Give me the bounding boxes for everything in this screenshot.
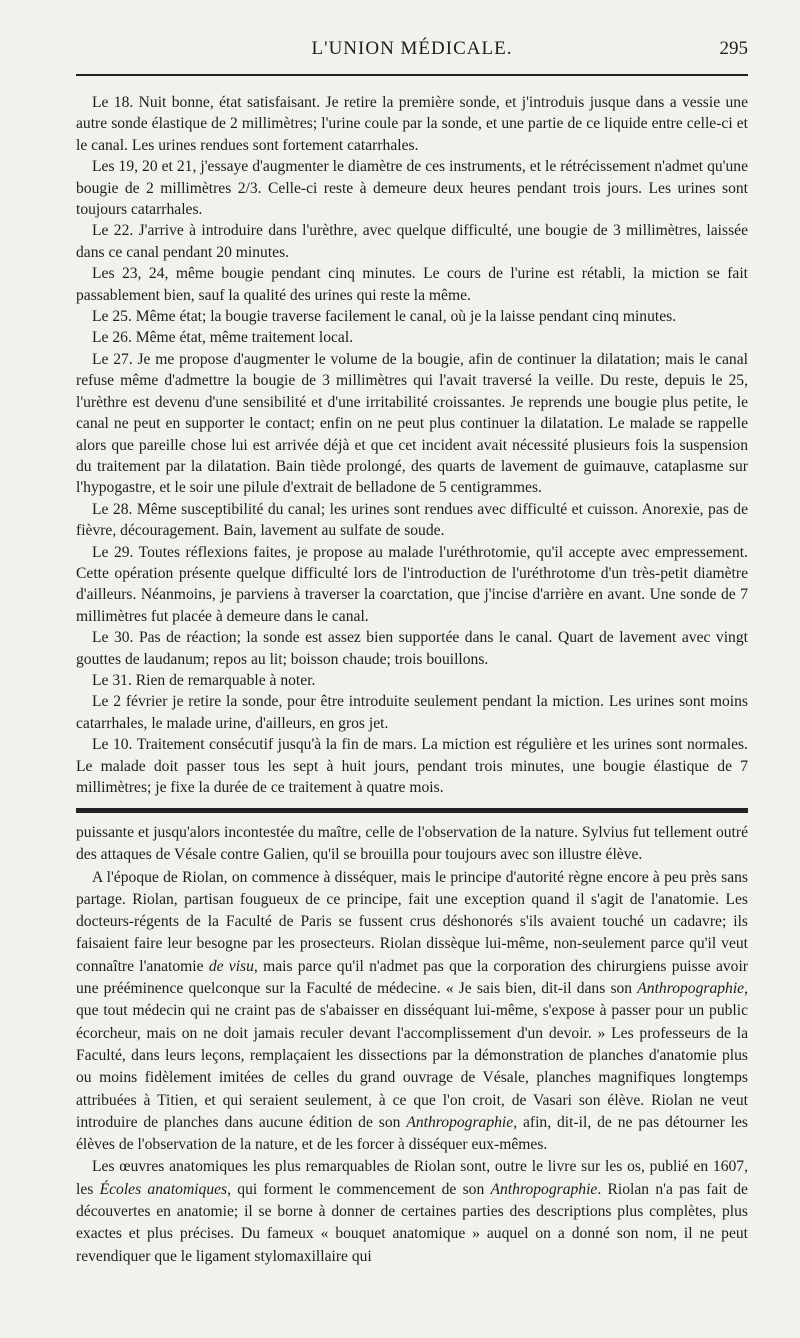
- case-note: Le 29. Toutes réflexions faites, je propose au malade l'uréthrotomie, qu'il accepte avec empressement. Cette opération présente quelque difficulté lors de l'introduction de l'uréthrotome d'un très-petit diamètre d'ailleurs. Néanmoins, je parviens à traverser la coarctation, que j'incise d'arrière en avant. Une sonde de 7 millimètres fut placée à demeure dans le canal.: [76, 543, 748, 625]
- feuilleton-paragraph: [76, 1156, 748, 1267]
- case-notes: [76, 92, 748, 798]
- case-note: Le 26. Même état, même traitement local.: [92, 329, 354, 347]
- header-rule: [76, 74, 748, 76]
- case-note: Le 25. Même état; la bougie traverse facilement le canal, où je la laisse pendant cinq minutes.: [92, 308, 677, 326]
- case-note: Le 27. Je me propose d'augmenter le volume de la bougie, afin de continuer la dilatation; mais le canal refuse même d'admettre la bougie de 3 millimètres qui l'avait traversé la veille. Du reste, depuis le 25, l'urèthre est devenu d'une sensibilité et d'une irritabilité croissantes. Je reprends une bougie plus petite, le canal ne peut en supporter le contact; enfin on ne peut plus continuer la dilatation. Le malade se rappelle alors que pareille chose lui est arrivée déjà et que cet incident avait nécessité plusieurs fois la suspension du traitement par la dilatation. Bain tiède prolongé, des quarts de lavement de guimauve, cataplasme sur l'hypogastre, et le soir une pilule d'extrait de belladone de 5 centigrammes.: [76, 350, 748, 497]
- case-note: Le 10. Traitement consécutif jusqu'à la fin de mars. La miction est régulière et les urines sont normales. Le malade doit passer tous les sept à huit jours, pendant trois minutes, une bougie élastique de 7 millimètres; je fixe la durée de ce traitement à quatre mois.: [76, 736, 748, 796]
- book-title: Anthropographie: [406, 1113, 514, 1131]
- italic-term: de visu: [208, 957, 254, 975]
- book-title: Écoles anatomiques: [99, 1180, 228, 1198]
- case-note: Le 18. Nuit bonne, état satisfaisant. Je retire la première sonde, et j'introduis jusque dans a vessie une autre sonde élastique de 2 millimètres; l'urine coule par la sonde, et une partie de ce liquide entre celle-ci et le canal. Les urines rendues sont fortement catarrhales.: [76, 94, 748, 154]
- text-run: Les œuvres anatomiques les plus remarquables de Riolan sont, outre le livre sur les os, publié en 1607, les: [76, 1158, 748, 1198]
- feuilleton-separator: [76, 808, 748, 813]
- text-run: , afin, dit-il, de ne pas détourner les élèves de l'observation de la nature, et de les forcer à disséquer eux-mêmes.: [76, 1113, 748, 1154]
- case-note: Le 28. Même susceptibilité du canal; les urines sont rendues avec difficulté et cuisson. Anorexie, pas de fièvre, découragement. Bain, lavement au sulfate de soude.: [76, 500, 748, 540]
- case-note: Les 19, 20 et 21, j'essaye d'augmenter le diamètre de ces instruments, et le rétrécissement n'admet qu'une bougie de 2 millimètres 2/3. Celle-ci reste à demeure deux heures pendant trois jours. Les urines sont toujours catarrhales.: [76, 158, 748, 219]
- text-run: , qui forment le commencement de son: [227, 1180, 491, 1198]
- case-note: Le 31. Rien de remarquable à noter.: [92, 671, 316, 689]
- case-note: Les 23, 24, même bougie pendant cinq minutes. Le cours de l'urine est rétabli, la miction se fait passablement bien, sauf la qualité des urines qui reste la même.: [76, 265, 748, 304]
- feuilleton: [76, 822, 748, 1268]
- text-run: A l'époque de Riolan, on commence à disséquer, mais le principe d'autorité règne encore à peu près sans partage. Riolan, partisan fougueux de ce principe, fait une exception quand il s'agit de l'anatomie. Les docteurs-régents de la Faculté de Paris se fussent crus déshonorés s'ils avaient touché un cadavre; ils faisaient faire leur besogne par les prosecteurs. Riolan dissèque lui-même, non-seulement parce qu'il veut connaître l'anatomie: [76, 868, 748, 975]
- text-run: , que tout médecin qui ne craint pas de s'abaisser en disséquant lui-même, s'expose à passer pour un public écorcheur, mais on ne doit jamais reculer devant l'accomplissement d'un devoir. » Les professeurs de la Faculté, dans leurs leçons, remplaçaient les dissections par la démonstration de planches d'anatomie plus ou moins fidèlement imitées de celles du grand ouvrage de Vésale, planches magnifiques longtemps attribuées à Titien, et qui seraient seulement, à ce que l'on croit, de Vasari son élève. Riolan ne veut introduire de planches dans aucune édition de son: [76, 980, 748, 1131]
- text-run: , mais parce qu'il n'admet pas que la corporation des chirurgiens puisse avoir une prééminence quelconque sur la Faculté de médecine. « Je sais bien, dit-il dans son: [76, 957, 748, 998]
- case-note: Le 22. J'arrive à introduire dans l'urèthre, avec quelque difficulté, une bougie de 3 millimètres, laissée dans ce canal pendant 20 minutes.: [76, 222, 748, 261]
- running-title: L'UNION MÉDICALE.: [311, 38, 513, 59]
- book-title: Anthropographie: [490, 1180, 598, 1198]
- text-run: . Riolan n'a pas fait de découvertes en anatomie; il se borne à donner de certaines parties des descriptions plus complètes, plus exactes et plus précises. Du fameux « bouquet anatomique » auquel on a donné son nom, il ne peut revendiquer que le ligament stylomaxillaire qui: [76, 1180, 748, 1265]
- case-note: Le 30. Pas de réaction; la sonde est assez bien supportée dans le canal. Quart de lavement avec vingt gouttes de laudanum; repos au lit; boisson chaude; trois bouillons.: [76, 629, 748, 668]
- running-head: [76, 38, 748, 66]
- feuilleton-paragraph: puissante et jusqu'alors incontestée du maître, celle de l'observation de la nature. Sylvius fut tellement outré des attaques de Vésale contre Galien, qu'il se brouilla pour toujours avec son illustre élève.: [76, 824, 748, 864]
- feuilleton-paragraph: [76, 867, 748, 1157]
- book-title: Anthropographie: [637, 980, 745, 998]
- page-number: 295: [719, 38, 748, 59]
- case-note: Le 2 février je retire la sonde, pour être introduite seulement pendant la miction. Les urines sont moins catarrhales, le malade urine, d'ailleurs, en gros jet.: [76, 693, 748, 732]
